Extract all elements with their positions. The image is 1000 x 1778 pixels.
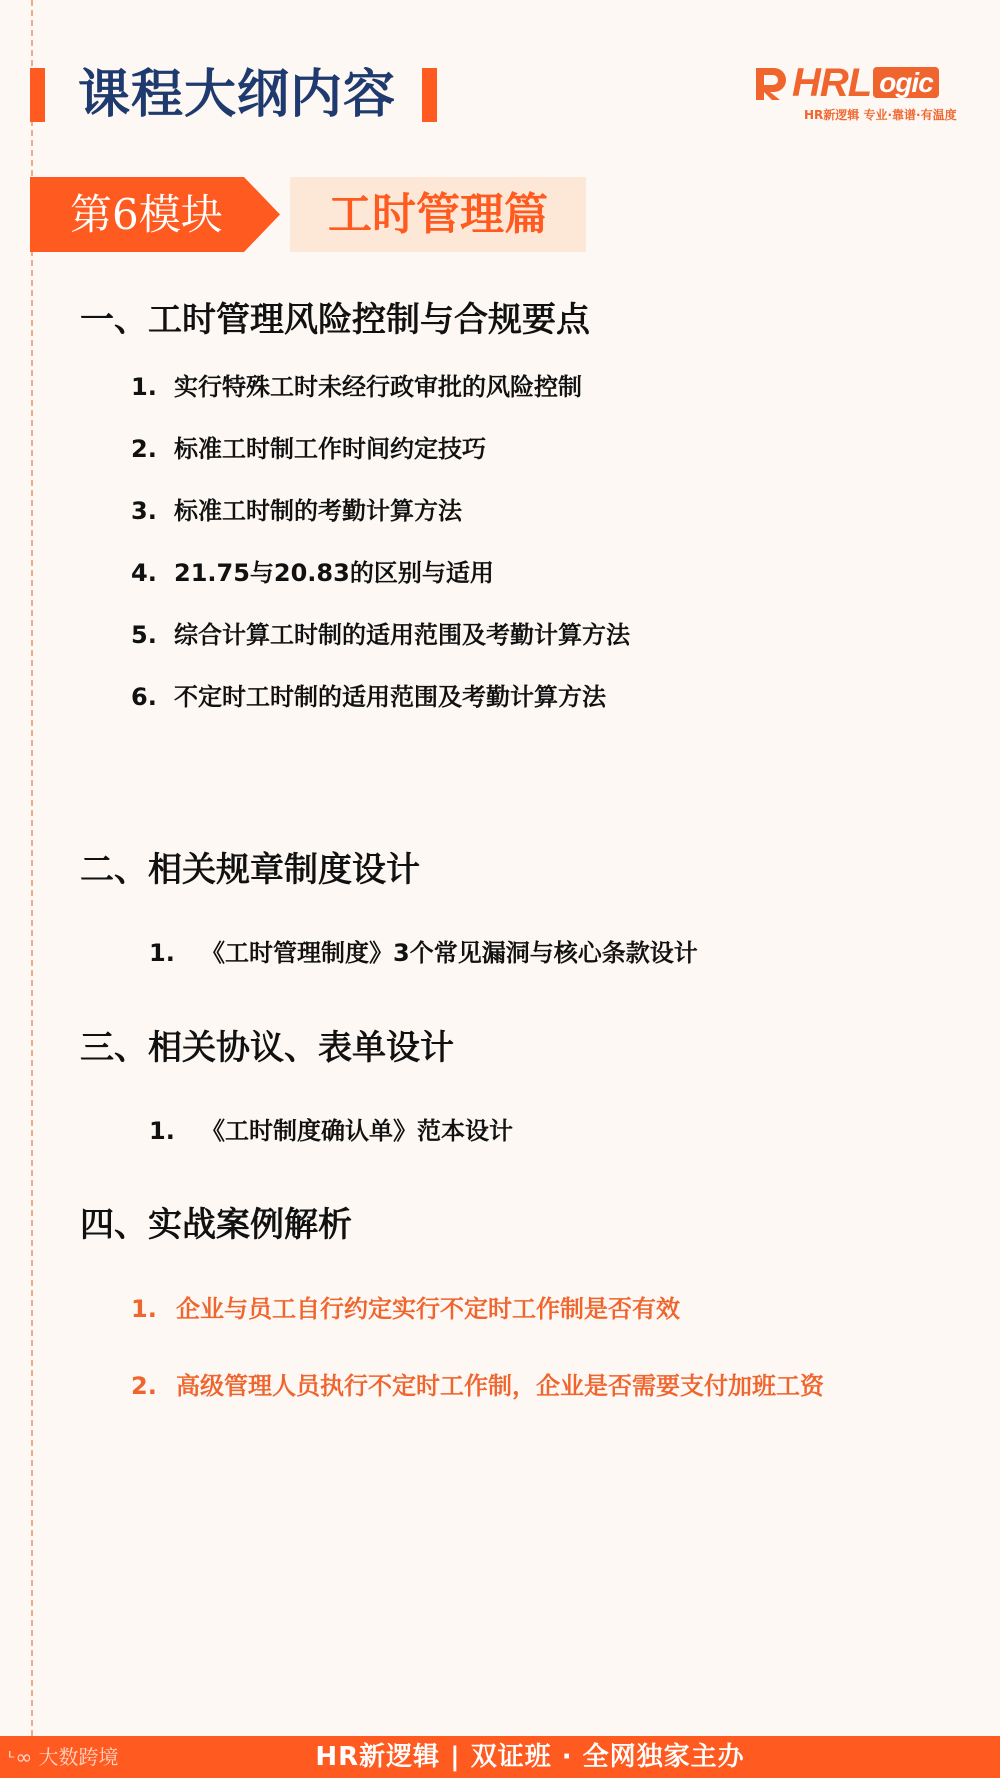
hrlogic-logo-mark-icon: [752, 64, 790, 102]
watermark-icon: ᶫ∞: [8, 1745, 39, 1769]
logo-wordmark: HRL ogic: [792, 62, 939, 104]
page-title: 课程大纲内容: [78, 65, 397, 125]
list-item: 6. 不定时工时制的适用范围及考勤计算方法: [131, 683, 606, 711]
section-heading: 三、相关协议、表单设计: [80, 1028, 454, 1068]
logo-tagline: HR新逻辑 专业·靠谱·有温度: [804, 108, 957, 122]
dashed-guide-line: [31, 0, 33, 1736]
case-item: 2. 高级管理人员执行不定时工作制，企业是否需要支付加班工资: [131, 1372, 824, 1400]
hrlogic-logo: [752, 62, 972, 124]
module-name: 工时管理篇: [328, 189, 548, 240]
list-item: 2. 标准工时制工作时间约定技巧: [131, 435, 486, 463]
list-item: 5. 综合计算工时制的适用范围及考勤计算方法: [131, 621, 630, 649]
list-item: 3. 标准工时制的考勤计算方法: [131, 497, 462, 525]
section-heading: 一、工时管理风险控制与合规要点: [80, 300, 590, 340]
list-item: 1. 《工时管理制度》3个常见漏洞与核心条款设计: [149, 939, 698, 967]
list-item: 1. 实行特殊工时未经行政审批的风险控制: [131, 373, 582, 401]
footer-text: HR新逻辑 | 双证班 · 全网独家主办: [315, 1742, 745, 1772]
case-item: 1. 企业与员工自行约定实行不定时工作制是否有效: [131, 1295, 680, 1323]
title-accent-bar-left: [30, 68, 45, 122]
list-item: 4. 21.75与20.83的区别与适用: [131, 559, 494, 587]
module-tag-label: 第6模块: [70, 190, 223, 239]
watermark: ᶫ∞ 大数跨境: [8, 1745, 119, 1769]
section-heading: 四、实战案例解析: [80, 1205, 352, 1245]
section-heading: 二、相关规章制度设计: [80, 850, 420, 890]
title-accent-bar-right: [422, 68, 437, 122]
list-item: 1. 《工时制度确认单》范本设计: [149, 1117, 513, 1145]
